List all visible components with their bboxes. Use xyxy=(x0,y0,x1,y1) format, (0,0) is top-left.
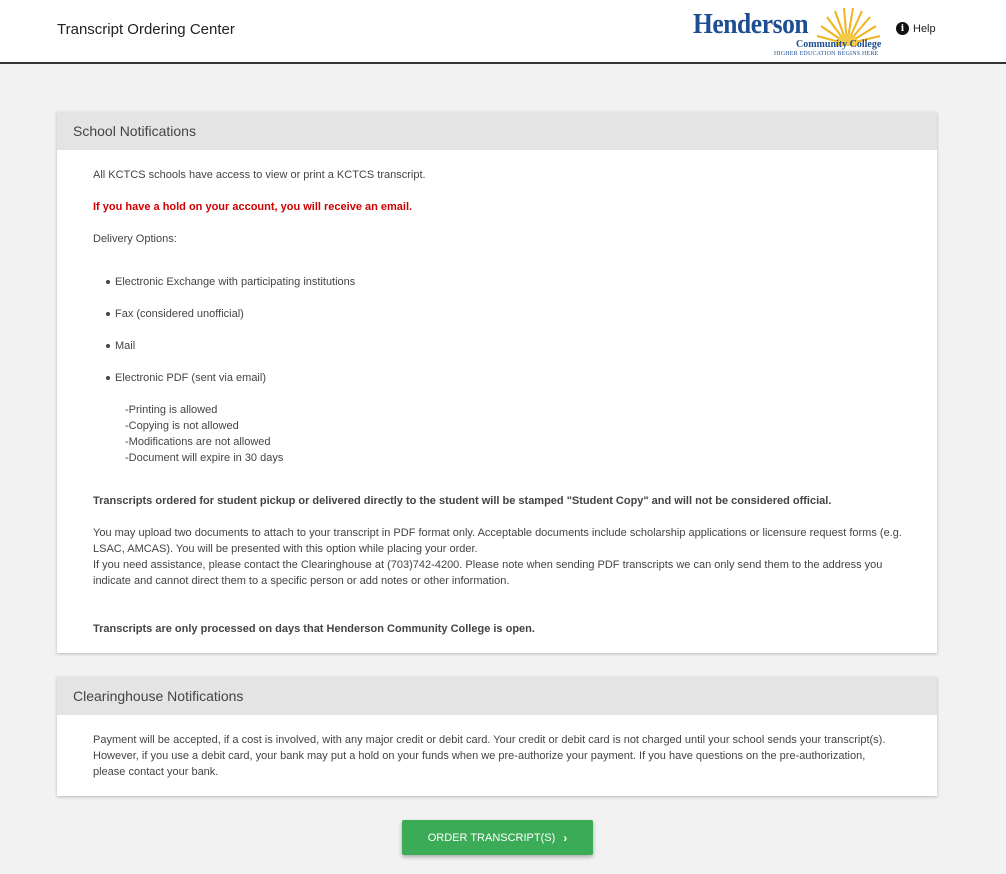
assistance-line: indicate and cannot direct them to a specific person or add notes or other information. xyxy=(93,575,510,587)
delivery-option: Electronic PDF (sent via email) xyxy=(115,372,266,384)
assistance-line: If you need assistance, please contact the Clearinghouse at (703)742-4200. Please note when sending PDF transcripts we can only send them to the address you xyxy=(93,559,883,571)
payment-info-line: please contact your bank. xyxy=(93,766,219,778)
college-logo[interactable] xyxy=(693,6,885,60)
clearinghouse-notifications-title: Clearinghouse Notifications xyxy=(57,677,937,715)
delivery-option: Electronic Exchange with participating institutions xyxy=(115,276,356,288)
logo-tagline: HIGHER EDUCATION BEGINS HERE xyxy=(774,51,879,57)
payment-info-line: However, if you use a debit card, your bank may put a hold on your funds when we pre-authorize your payment. If you have questions on the pre-authorization, xyxy=(93,750,866,762)
delivery-option: Mail xyxy=(115,340,136,352)
delivery-option: Fax (considered unofficial) xyxy=(115,308,244,320)
upload-info-line: LSAC, AMCAS). You will be presented with this option while placing your order. xyxy=(93,543,478,555)
info-icon: i xyxy=(896,22,909,35)
pdf-rule: -Document will expire in 30 days xyxy=(125,452,284,464)
delivery-label: Delivery Options: xyxy=(93,233,177,245)
clearinghouse-notifications-panel xyxy=(57,677,937,796)
order-transcripts-label: ORDER TRANSCRIPT(S) xyxy=(427,831,556,844)
pdf-rule: -Copying is not allowed xyxy=(125,420,239,432)
school-notifications-title: School Notifications xyxy=(57,112,937,150)
pdf-rule: -Printing is allowed xyxy=(125,404,218,416)
hold-warning: If you have a hold on your account, you will receive an email. xyxy=(93,201,413,213)
processing-notice: Transcripts are only processed on days that Henderson Community College is open. xyxy=(93,623,535,635)
kctcs-intro: All KCTCS schools have access to view or print a KCTCS transcript. xyxy=(93,169,426,181)
help-link[interactable] xyxy=(896,22,936,35)
student-copy-notice: Transcripts ordered for student pickup or delivered directly to the student will be stamped "Student Copy" and will not be considered official. xyxy=(93,495,832,507)
app-title: Transcript Ordering Center xyxy=(57,21,235,38)
logo-name: Henderson xyxy=(693,8,809,40)
logo-subtitle: Community College xyxy=(796,39,882,50)
chevron-right-icon: › xyxy=(563,830,568,845)
top-header xyxy=(0,0,1006,64)
school-notifications-panel xyxy=(57,112,937,653)
order-transcripts-button[interactable] xyxy=(402,820,593,855)
help-label: Help xyxy=(913,22,936,35)
upload-info-line: You may upload two documents to attach to your transcript in PDF format only. Acceptable documents include scholarship applications or licensure request forms (e.g. xyxy=(93,527,902,539)
payment-info-line: Payment will be accepted, if a cost is involved, with any major credit or debit card. Your credit or debit card is not charged until your school sends your transcript(s). xyxy=(93,734,886,746)
pdf-rule: -Modifications are not allowed xyxy=(125,436,271,448)
